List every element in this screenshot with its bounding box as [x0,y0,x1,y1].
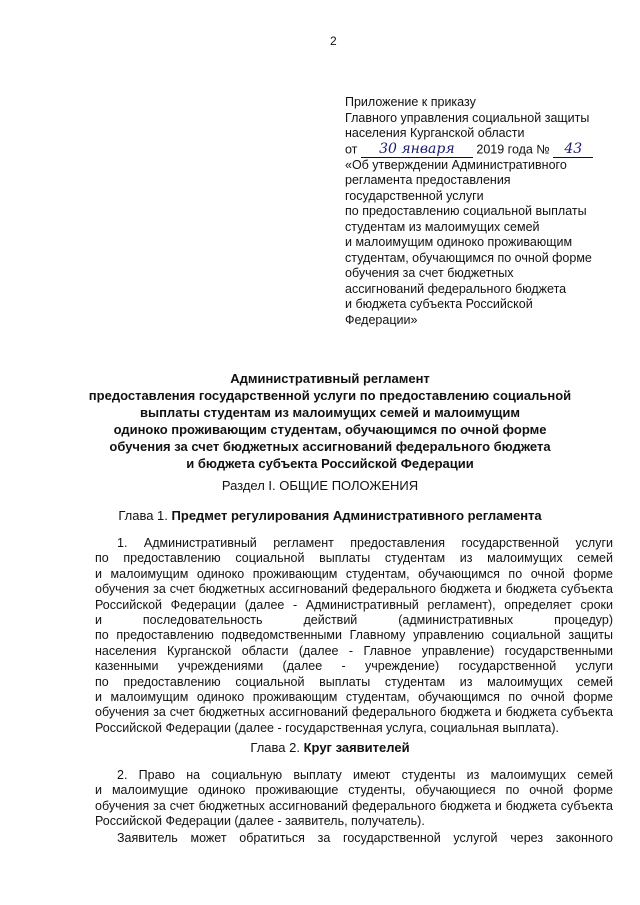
chapter-1-prefix: Глава 1. [118,508,168,523]
paragraph-line: Российской Федерации (далее - Административный регламент), определяет сроки [95,597,613,612]
paragraph-line: Заявитель может обратиться за государственной услугой через законного [117,831,613,845]
appendix-line: Приложение к приказу [345,95,476,109]
regulation-title-line: и бюджета субъекта Российской Федерации [186,456,474,471]
appendix-title-line: и малоимущим одиноко проживающим [345,235,573,249]
paragraph-1 [95,536,613,736]
chapter-1-heading [0,508,640,523]
appendix-title-line: и бюджета субъекта Российской [345,297,533,311]
chapter-2-prefix: Глава 2. [250,740,300,755]
paragraph-line: 2. Право на социальную выплату имеют студенты из малоимущих семей [117,768,613,782]
paragraph-line: 1. Административный регламент предоставления государственной услуги [117,536,613,550]
appendix-title-line: студентам из малоимущих семей [345,219,540,234]
paragraph-line: по предоставлению социальной выплаты студентам из малоимущих семей [95,674,613,689]
paragraph-line: и последовательность действий (административных процедур) [95,612,613,627]
paragraph-line: обучения за счет бюджетных ассигнований федерального бюджета и бюджета субъекта [95,798,613,813]
regulation-title-line: Административный регламент [230,371,430,386]
paragraph-line: Российской Федерации (далее - государственная услуга, социальная выплата). [95,720,560,735]
regulation-title-line: выплаты студентам из малоимущих семей и малоимущим [139,405,521,420]
appendix-title-line: по предоставлению социальной выплаты [345,204,587,218]
paragraph-line: обучения за счет бюджетных ассигнований федерального бюджета и бюджета субъекта [95,705,613,720]
appendix-title-line: ассигнований федерального бюджета [345,281,567,296]
date-prefix: от [345,142,358,156]
appendix-title-line: Федерации» [345,312,418,327]
chapter-1-title: Предмет регулирования Административного регламента [171,508,542,523]
paragraph-3 [95,831,613,846]
regulation-title-line: обучения за счет бюджетных ассигнований федерального бюджета [109,439,551,454]
paragraph-line: казенными учреждениями (далее - учреждение) государственной услуги [95,659,613,674]
paragraph-line: по предоставлению социальной выплаты студентам из малоимущих семей [95,551,613,566]
paragraph-line: по предоставлению подведомственными Главному управлению социальной защиты [95,628,613,643]
page-number: 2 [330,34,337,48]
handwritten-date: 30 января [379,140,455,157]
handwritten-number: 43 [564,140,583,157]
appendix-line: Главного управления социальной защиты [345,110,590,125]
regulation-title-line: предоставления государственной услуги по предоставлению социальной [88,388,572,403]
appendix-title-line: обучения за счет бюджетных [345,266,514,280]
appendix-title-line: студентам, обучающимся по очной форме [345,250,592,265]
handwritten-date-field [361,142,473,158]
chapter-2-heading [0,740,640,755]
appendix-title-line: государственной услуги [345,188,484,203]
appendix-title-line: «Об утверждении Административного [345,157,567,172]
order-date-line [345,142,635,158]
regulation-title-line: одиноко проживающим студентам, обучающимся по очной форме [113,422,547,437]
paragraph-line: обучения за счет бюджетных ассигнований федерального бюджета и бюджета субъекта [95,582,613,597]
chapter-2-title: Круг заявителей [303,740,410,755]
regulation-title [80,370,580,472]
appendix-title-line: регламента предоставления [345,173,511,187]
paragraph-line: и малоимущим одиноко проживающим студентам, обучающимся по очной форме [95,566,613,581]
appendix-line: населения Курганской области [345,126,525,140]
section-title: Раздел I. ОБЩИЕ ПОЛОЖЕНИЯ [221,478,419,493]
paragraph-line: населения Курганской области (далее - Главное управление) государственными [95,643,613,658]
handwritten-number-field [553,142,593,158]
paragraph-line: Российской Федерации (далее - заявитель, получатель). [95,814,425,829]
date-year-text: 2019 года № [476,142,550,156]
paragraph-line: и малоимущие одиноко проживающие студенты, обучающиеся по очной форме [95,783,613,798]
appendix-block [345,95,635,328]
paragraph-2 [95,768,613,830]
paragraph-line: и малоимущим одиноко проживающим студентам, обучающимся по очной форме [95,689,613,704]
